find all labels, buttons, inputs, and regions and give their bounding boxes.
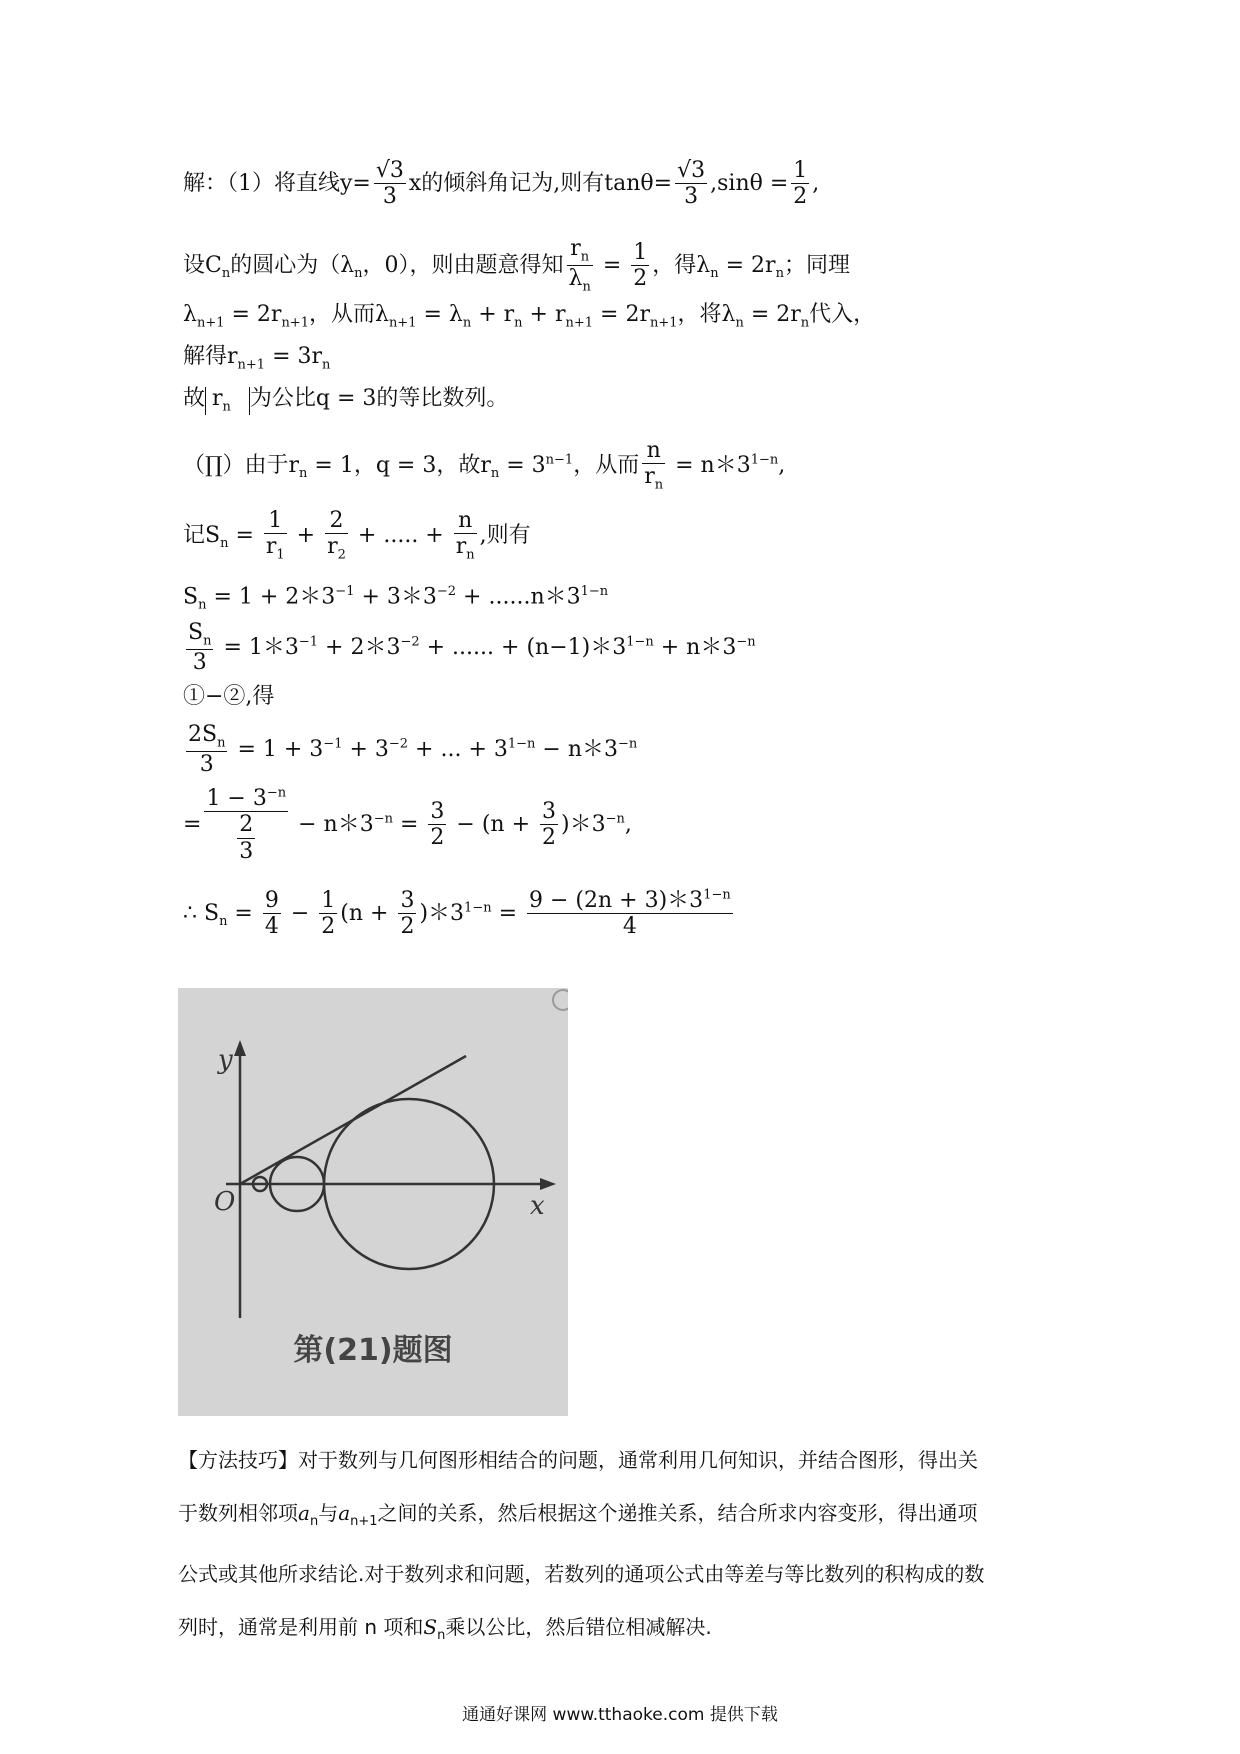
fraction: $\frac{2S_n}{3}$ — [188, 722, 226, 778]
fraction: $\frac{1}{2}$ — [633, 240, 648, 292]
text: , — [624, 811, 632, 837]
text: , — [812, 170, 820, 196]
text: = 2r — [593, 302, 650, 327]
subscript: n+1 — [388, 315, 417, 331]
superscript: −1 — [298, 634, 319, 650]
fraction: $\frac{S_n}{3}$ — [188, 620, 212, 676]
superscript: 1−n — [464, 900, 492, 916]
solution-line-8 — [183, 584, 608, 613]
text: 的圆心为（λ — [230, 252, 355, 278]
fraction — [567, 236, 593, 296]
subscript: n — [462, 315, 472, 331]
text: = 1＊3 — [216, 634, 299, 660]
denominator: r — [327, 534, 338, 560]
denominator: r — [265, 534, 277, 560]
subscript: 2 — [337, 547, 346, 563]
superscript: −2 — [388, 736, 409, 752]
text: = 2r — [743, 302, 801, 327]
text: = 2r — [224, 302, 282, 327]
superscript: −n — [373, 811, 393, 827]
fraction: $\frac{3}{2}$ — [542, 799, 556, 851]
subscript: n+1 — [649, 315, 678, 331]
text: = — [595, 252, 629, 278]
text: 乘以公比，然后错位相减解决. — [445, 1615, 712, 1639]
solution-line-7 — [183, 508, 531, 564]
text: + 3 — [342, 736, 389, 762]
text: 故 — [183, 386, 206, 411]
text: )＊3 — [561, 811, 606, 837]
fraction: $\frac{9 - (2n + 3)*3^{1-n}}{4}$ — [529, 887, 731, 940]
math-var — [298, 1501, 310, 1525]
text: 为公比q = 3的等比数列。 — [249, 386, 509, 411]
solution-line-11 — [183, 722, 637, 778]
math-var — [338, 1501, 350, 1525]
subscript: n — [514, 315, 523, 331]
text: )＊3 — [419, 900, 465, 926]
numerator: r — [570, 236, 581, 261]
text: = 1 + 2＊3 — [206, 584, 336, 610]
origin-label: O — [214, 1187, 236, 1217]
r-symbol: r — [212, 386, 223, 411]
superscript: n−1 — [545, 452, 574, 468]
text: 记S — [183, 522, 221, 548]
a-symbol: a — [338, 1501, 351, 1525]
method-line-4 — [178, 1601, 1078, 1662]
text: x的倾斜角记为,则有tanθ= — [408, 170, 673, 196]
text: + — [289, 522, 323, 548]
numerator: 9 − (2n + 3)＊3 — [529, 888, 704, 913]
subscript: n+1 — [237, 357, 266, 373]
subscript: n — [654, 477, 664, 493]
denominator: λ — [568, 266, 583, 292]
text: + ..... + — [350, 522, 451, 548]
text: ，从而λ — [308, 302, 389, 327]
solution-line-6 — [183, 438, 785, 494]
subscript: n — [735, 315, 744, 331]
text: 之间的关系，然后根据这个递推关系，结合所求内容变形，得出通项 — [377, 1501, 978, 1525]
text: ①−②,得 — [183, 684, 275, 709]
nested-fraction: $\frac{2}{3}$ — [239, 812, 254, 864]
text: = 1 + 3 — [230, 736, 324, 762]
solution-line-10 — [183, 684, 274, 710]
numerator: 1 − 3 — [206, 786, 267, 811]
text: = 3 — [499, 452, 546, 478]
text: ,则有 — [479, 522, 531, 548]
text: （∏）由于r — [183, 452, 300, 478]
fraction — [204, 786, 288, 864]
superscript: 1−n — [626, 634, 654, 650]
method-heading: 【方法技巧】 — [178, 1448, 298, 1472]
text: 与 — [318, 1501, 339, 1525]
text: − n＊3 — [535, 736, 619, 762]
s-symbol: S — [423, 1615, 438, 1639]
text: (n + — [340, 900, 396, 926]
subscript: n — [490, 466, 500, 482]
text: + 2＊3 — [318, 634, 401, 660]
superscript: 1−n — [703, 887, 731, 903]
method-line-1 — [178, 1434, 1078, 1487]
solution-line-12 — [183, 786, 632, 864]
text: ,sinθ = — [710, 170, 789, 196]
fraction: $\frac{1}{r_1}$ — [265, 508, 285, 563]
solution-line-2 — [183, 236, 850, 296]
text: 代入， — [809, 302, 876, 327]
numerator: S — [188, 620, 204, 645]
subscript: n+1 — [350, 1514, 378, 1529]
text: − n＊3 — [291, 811, 374, 837]
text: = 3r — [265, 344, 323, 369]
circles-diagram — [178, 988, 568, 1416]
fraction: $\frac{1}{2}$ — [321, 888, 336, 940]
subscript: n — [710, 266, 719, 282]
fraction: $\frac{1}{2}$ — [793, 158, 808, 210]
absolute-bars — [205, 387, 250, 415]
text: , — [778, 452, 786, 478]
text: + ......n＊3 — [456, 584, 581, 610]
text: 解：（1）将直线y= — [183, 170, 371, 196]
text: 列时，通常是利用前 n 项和 — [178, 1615, 424, 1639]
text: = — [227, 900, 260, 926]
subscript: n — [322, 357, 331, 373]
text: = — [228, 522, 261, 548]
text: = — [491, 900, 525, 926]
text: − — [283, 900, 317, 926]
subscript: n — [466, 547, 475, 563]
text: ；同理 — [783, 252, 850, 278]
superscript: 1−n — [580, 584, 609, 599]
text: 对于数列与几何图形相结合的问题，通常利用几何知识，并结合图形，得出关 — [298, 1448, 978, 1472]
solution-line-9 — [183, 620, 756, 676]
subscript: n — [800, 315, 810, 331]
figure-caption: 第(21)题图 — [293, 1333, 453, 1368]
text: λ — [183, 302, 197, 327]
text: = 2r — [718, 252, 776, 278]
fraction: $\frac{√3}{3}$ — [375, 158, 404, 210]
solution-line-3 — [183, 302, 875, 331]
text: + ...... + (n−1)＊3 — [419, 634, 627, 660]
superscript: 1−n — [507, 736, 536, 752]
fraction: $\frac{√3}{3}$ — [677, 158, 706, 210]
subscript: n — [222, 399, 231, 415]
subscript: n — [437, 1628, 446, 1643]
numerator: 2S — [188, 722, 218, 747]
text: = n＊3 — [668, 452, 751, 478]
subscript: n — [775, 266, 784, 282]
subscript: n — [221, 266, 231, 282]
text: + r — [522, 302, 566, 327]
subscript: 1 — [276, 547, 285, 563]
superscript: −n — [736, 634, 756, 650]
subscript: n — [582, 279, 591, 295]
fraction: $\frac{n}{r_n}$ — [644, 438, 664, 493]
subscript: n — [309, 1514, 319, 1529]
superscript: −1 — [335, 584, 355, 599]
method-line-2 — [178, 1487, 1078, 1548]
denominator: r — [644, 464, 655, 490]
method-tips — [178, 1434, 1078, 1662]
text: + r — [471, 302, 515, 327]
text: ，得λ — [652, 252, 711, 278]
text: + n＊3 — [653, 634, 737, 660]
fraction: $\frac{3}{2}$ — [400, 888, 415, 940]
fraction: $\frac{2}{r_2}$ — [327, 508, 346, 563]
superscript: −n — [266, 785, 287, 801]
text: ，从而 — [573, 452, 640, 478]
subscript: n+1 — [281, 315, 309, 331]
text: + ... + 3 — [408, 736, 508, 762]
superscript: −1 — [323, 736, 343, 752]
fraction: $\frac{9}{4}$ — [264, 888, 279, 940]
math-var — [423, 1615, 437, 1639]
text: S — [183, 584, 199, 610]
solution-line-4 — [183, 344, 330, 373]
denominator: r — [455, 534, 467, 560]
text: − (n + — [449, 811, 537, 837]
text: 解得r — [183, 344, 238, 369]
method-line-3 — [178, 1548, 1078, 1601]
subscript: n — [219, 914, 228, 930]
superscript: −n — [618, 736, 638, 752]
fraction: $\frac{3}{2}$ — [430, 799, 445, 851]
text: ，0），则由题意得知 — [362, 252, 564, 278]
subscript: n+1 — [196, 315, 225, 331]
subscript: n — [217, 735, 226, 751]
text: 于数列相邻项 — [178, 1501, 298, 1525]
text: + 3＊3 — [354, 584, 437, 610]
footer: 通通好课网 www.tthaoke.com 提供下载 — [462, 1705, 778, 1725]
text: = 1，q = 3，故r — [307, 452, 491, 478]
subscript: n — [198, 597, 207, 613]
subscript: n — [299, 466, 308, 482]
subscript: n — [580, 249, 590, 265]
superscript: −n — [605, 811, 625, 827]
subscript: n — [203, 633, 212, 649]
y-label: y — [218, 1045, 233, 1075]
subscript: n — [220, 536, 229, 552]
fraction: $\frac{n}{r_n}$ — [455, 508, 475, 563]
superscript: −2 — [436, 584, 457, 599]
superscript: −2 — [400, 634, 420, 650]
text: = λ — [416, 302, 463, 327]
superscript: 1−n — [750, 452, 779, 468]
text: 设C — [183, 252, 222, 278]
figure-21 — [178, 988, 568, 1416]
text: ∴ S — [183, 900, 220, 926]
text: 公式或其他所求结论.对于数列求和问题，若数列的通项公式由等差与等比数列的积构成的数 — [178, 1562, 985, 1586]
text: = — [392, 811, 426, 837]
solution-line-5 — [183, 386, 508, 415]
text: ，将λ — [677, 302, 736, 327]
a-symbol: a — [298, 1501, 310, 1525]
x-label: x — [530, 1191, 545, 1221]
subscript: n+1 — [565, 315, 594, 331]
text: = — [183, 811, 202, 837]
solution-line-1 — [183, 158, 819, 210]
subscript: n — [354, 266, 363, 282]
solution-line-13 — [183, 888, 736, 940]
